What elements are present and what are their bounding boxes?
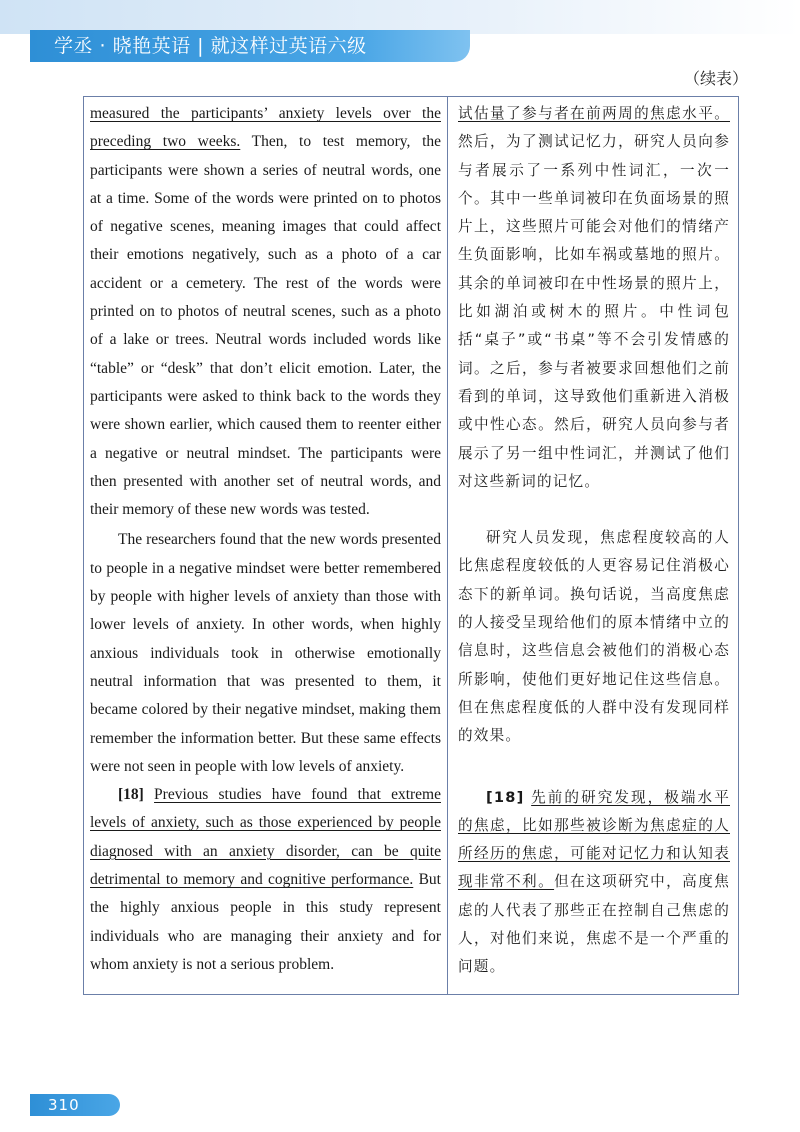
chinese-column <box>448 97 738 994</box>
chinese-underlined-sentence: 试估量了参与者在前两周的焦虑水平。 <box>458 105 730 122</box>
chinese-paragraph-3 <box>458 784 730 982</box>
question-marker: [18] <box>486 788 525 806</box>
chinese-text: 然后，为了测试记忆力，研究人员向参与者展示了一系列中性词汇，一次一个。其中一些单词被印在负面场景的照片上，这些照片可能会对他们的情绪产生负面影响，比如车祸或墓地的照片。其余的单词被印在中性场景的照片上，比如湖泊或树木的照片。中性词包括“桌子”或“书桌”等不会引发情感的词。之后，参与者被要求回想他们之前看到的单词，这导致他们重新进入消极或中性心态。然后，研究人员向参与者展示了另一组中性词汇，并测试了他们对这些新词的记忆。 <box>458 133 730 490</box>
chinese-text: 但在这项研究中，高度焦虑的人代表了那些正在控制自己焦虑的人，对他们来说，焦虑不是一个严重的问题。 <box>458 873 730 976</box>
chinese-underlined-sentence: 先前的研究发现，极端水平的焦虑，比如那些被诊断为焦虑症的人所经历的焦虑，可能对记忆力和认知表现非常不利。 <box>458 788 730 891</box>
chinese-paragraph-2 <box>458 524 730 750</box>
english-text: Then, to test memory, the participants were shown a series of neutral words, one at a time. Some of the words were printed on to photos of negative scenes, meaning images that could affect their emotions negatively, such as a photo of a car accident or a cemetery. The rest of the words were printed on to photos of neutral scenes, such as a photo of a lake or trees. Neutral words included words like “table” or “desk” that don’t elicit emotion. Later, the participants were asked to think back to the words they were shown earlier, which caused them to reenter either a negative or neutral mindset. The participants were then presented with another set of neutral words, and their memory of these new words was tested. <box>90 133 442 519</box>
header-banner <box>30 30 470 62</box>
top-decorative-band <box>0 0 800 34</box>
english-column <box>84 97 448 994</box>
chinese-text: 研究人员发现，焦虑程度较高的人比焦虑程度较低的人更容易记住消极心态下的新单词。换句话说，当高度焦虑的人接受呈现给他们的原本情绪中立的信息时，这些信息会被他们的消极心态所影响，使他们更好地记住这些信息。但在焦虑程度低的人群中没有发现同样的效果。 <box>458 529 730 745</box>
book-title: 学丞 · 晓艳英语 | 就这样过英语六级 <box>54 35 367 57</box>
continued-label: （续表） <box>683 69 748 88</box>
english-paragraph-2 <box>90 526 441 781</box>
bilingual-table <box>83 96 739 995</box>
english-underlined-sentence: Previous studies have found that extreme levels of anxiety, such as those experienced by people diagnosed with an anxiety disorder, can be quite detrimental to memory and cognitive performance. <box>90 786 441 889</box>
question-marker: [18] <box>118 786 144 804</box>
english-text: The researchers found that the new words presented to people in a negative mindset were better remembered by people with higher levels of anxiety than those with lower levels of anxiety. In other words, when highly anxious individuals took in otherwise emotionally neutral information that was presented to them, it became colored by their negative mindset, making them remember the information better. But these same effects were not seen in people with low levels of anxiety. <box>90 531 441 775</box>
page-number: 310 <box>48 1096 80 1114</box>
english-text: But the highly anxious people in this study represent individuals who are managing their anxiety and for whom anxiety is not a serious problem. <box>90 871 441 973</box>
english-underlined-sentence: measured the participants’ anxiety levels over the preceding two weeks. <box>90 105 441 151</box>
english-paragraph-1 <box>90 100 441 524</box>
english-paragraph-3 <box>90 781 441 979</box>
chinese-paragraph-1 <box>458 100 730 496</box>
